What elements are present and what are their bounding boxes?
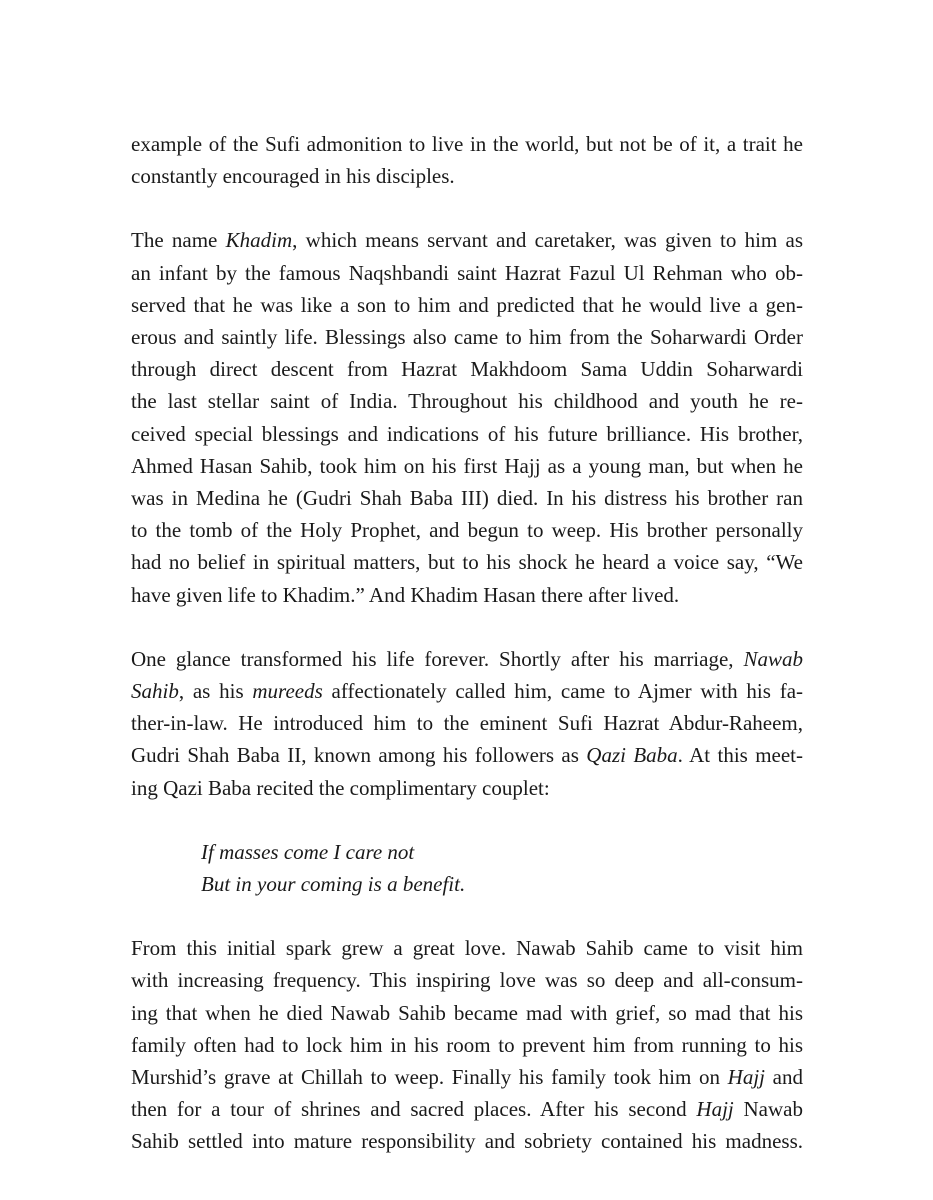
text-line: to the tomb of the Holy Prophet, and begun to weep. His brother personally [131,518,803,543]
text-line: ther-in-law. He introduced him to the eminent Sufi Hazrat Abdur-Raheem, [131,711,803,736]
text-line: ing Qazi Baba recited the complimentary couplet: [131,775,550,800]
text-line: served that he was like a son to him and predicted that he would live a gen- [131,292,803,317]
italic-term: Nawab [743,646,803,671]
paragraph-sufi-admonition [131,128,803,192]
text-line: was in Medina he (Gudri Shah Baba III) died. In his distress his brother ran [131,486,803,511]
verse-couplet [131,836,803,900]
italic-term: Hajj [696,1097,734,1122]
text-line: example of the Sufi admonition to live in the world, but not be of it, a trait he [131,132,803,156]
text-line: through direct descent from Hazrat Makhdoom Sama Uddin Soharwardi [131,357,803,382]
text-line: constantly encouraged in his disciples. [131,164,455,189]
italic-term: Sahib [131,679,179,704]
paragraph-gap [131,804,803,836]
paragraph-initial-spark [131,932,803,1157]
italic-term: Hajj [727,1065,765,1090]
paragraph-one-glance [131,643,803,804]
text-line: Sahib, as his mureeds affectionately called him, came to Ajmer with his fa- [131,679,804,704]
text-line: Murshid’s grave at Chillah to weep. Finally his family took him on Hajj and [131,1065,803,1090]
verse-line: But in your coming is a benefit. [201,872,466,897]
paragraph-gap [131,192,803,224]
text-line: had no belief in spiritual matters, but to his shock he heard a voice say, “We [131,550,803,575]
text-line: the last stellar saint of India. Throughout his childhood and youth he re- [131,389,803,414]
text-line: From this initial spark grew a great love. Nawab Sahib came to visit him [131,936,803,961]
paragraph-name-khadim [131,224,803,610]
text-line: One glance transformed his life forever. Shortly after his marriage, Nawab [131,646,803,671]
text-line: Ahmed Hasan Sahib, took him on his first Hajj as a young man, but when he [131,453,803,478]
text-line: family often had to lock him in his room to prevent him from running to his [131,1032,803,1057]
text-line: Sahib settled into mature responsibility and sobriety contained his madness. [131,1129,803,1154]
text-line: ceived special blessings and indications of his future brilliance. His brother, [131,421,803,446]
text-line: an infant by the famous Naqshbandi saint Hazrat Fazul Ul Rehman who ob- [131,260,803,285]
italic-term: Qazi Baba [586,743,678,768]
text-line: then for a tour of shrines and sacred places. After his second Hajj Nawab [131,1097,803,1122]
paragraph-gap [131,611,803,643]
paragraph-gap [131,900,803,932]
text-line: erous and saintly life. Blessings also came to him from the Soharwardi Order [131,325,803,350]
document-page [131,128,803,1158]
italic-term: Khadim [225,228,293,253]
italic-term: mureeds [252,679,323,704]
text-line: with increasing frequency. This inspiring love was so deep and all-consum- [131,968,803,993]
text-line: The name Khadim, which means servant and caretaker, was given to him as [131,228,804,253]
text-line: Gudri Shah Baba II, known among his followers as Qazi Baba. At this meet- [131,743,804,768]
text-line: ing that when he died Nawab Sahib became mad with grief, so mad that his [131,1000,803,1025]
verse-line: If masses come I care not [201,839,415,864]
text-line: have given life to Khadim.” And Khadim Hasan there after lived. [131,582,680,607]
